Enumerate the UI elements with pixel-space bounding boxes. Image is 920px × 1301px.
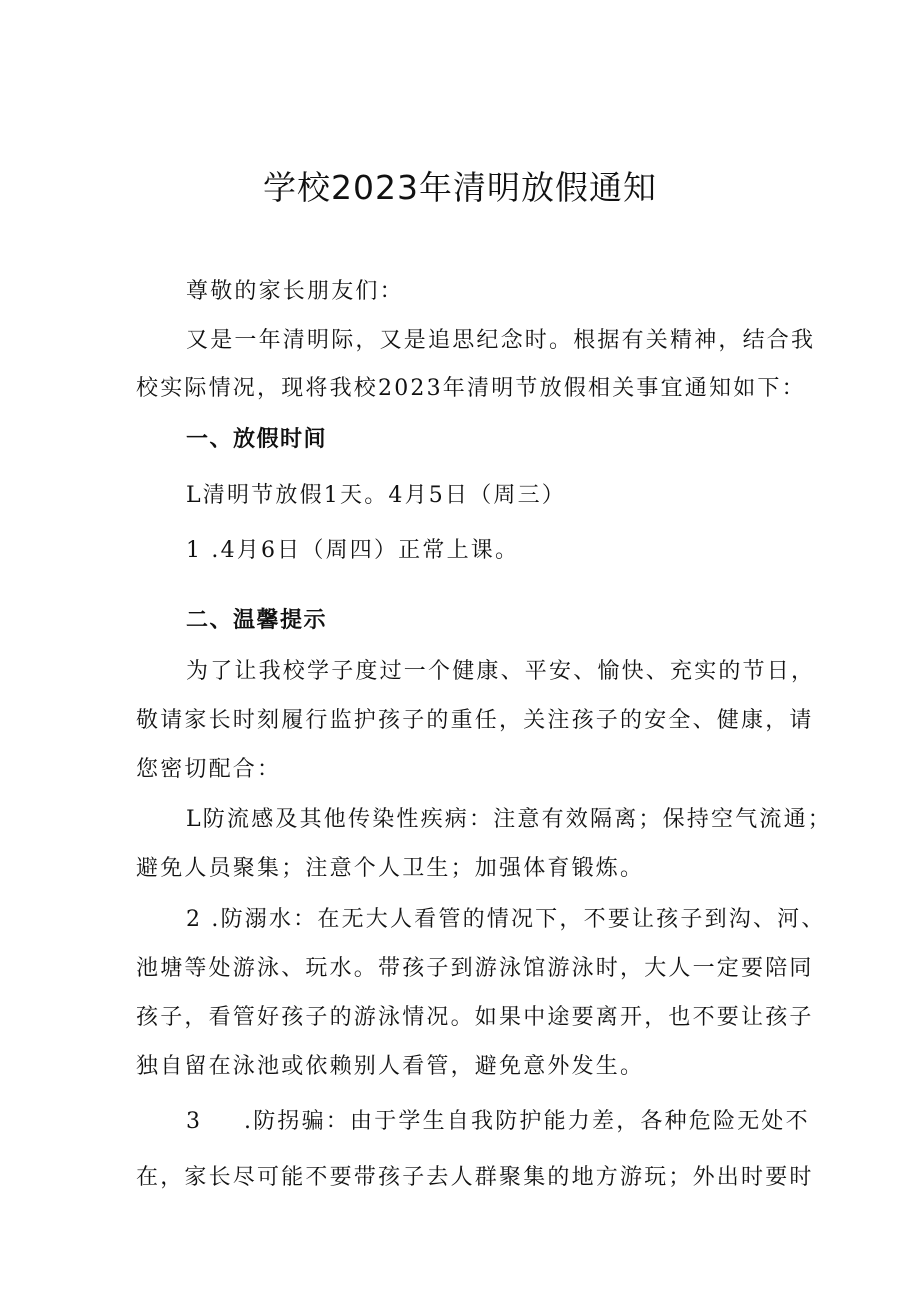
reminder-intro-line-2: 敬请家长时刻履行监护孩子的重任，关注孩子的安全、健康，请 [136, 708, 814, 733]
holiday-item-2: 1 .4月6日（周四）正常上课。 [186, 538, 520, 563]
tip-2-line-1: 2 .防溺水：在无大人看管的情况下，不要让孩子到沟、河、 [186, 907, 826, 932]
document-title: 学校2023年清明放假通知 [263, 168, 657, 207]
tip-2-line-2: 池塘等处游泳、玩水。带孩子到游泳馆游泳时，大人一定要陪同 [136, 956, 814, 981]
tip-2-line-4: 独自留在泳池或依赖别人看管，避免意外发生。 [136, 1054, 645, 1079]
reminder-intro-line-3: 您密切配合： [136, 757, 282, 782]
holiday-item-1: L清明节放假1天。4月5日（周三） [186, 483, 567, 508]
tip-2-line-3: 孩子，看管好孩子的游泳情况。如果中途要离开，也不要让孩子 [136, 1005, 814, 1030]
tip-3-number: 3 [186, 1109, 203, 1134]
greeting-text: 尊敬的家长朋友们： [186, 279, 404, 304]
tip-3-line-2: 在，家长尽可能不要带孩子去人群聚集的地方游玩；外出时要时 [136, 1165, 814, 1190]
intro-line-1: 又是一年清明际，又是追思纪念时。根据有关精神，结合我 [186, 328, 816, 353]
section-heading-holiday-time: 一、放假时间 [186, 427, 328, 452]
tip-1-line-2: 避免人员聚集；注意个人卫生；加强体育锻炼。 [136, 856, 645, 881]
tip-1-line-1: L防流感及其他传染性疾病：注意有效隔离；保持空气流通； [186, 807, 833, 832]
intro-line-2: 校实际情况，现将我校2023年清明节放假相关事宜通知如下： [136, 376, 806, 401]
section-heading-reminders: 二、温馨提示 [186, 608, 328, 633]
tip-3-line-1: .防拐骗：由于学生自我防护能力差，各种危险无处不 [244, 1109, 810, 1134]
reminder-intro-line-1: 为了让我校学子度过一个健康、平安、愉快、充实的节日， [186, 659, 816, 684]
